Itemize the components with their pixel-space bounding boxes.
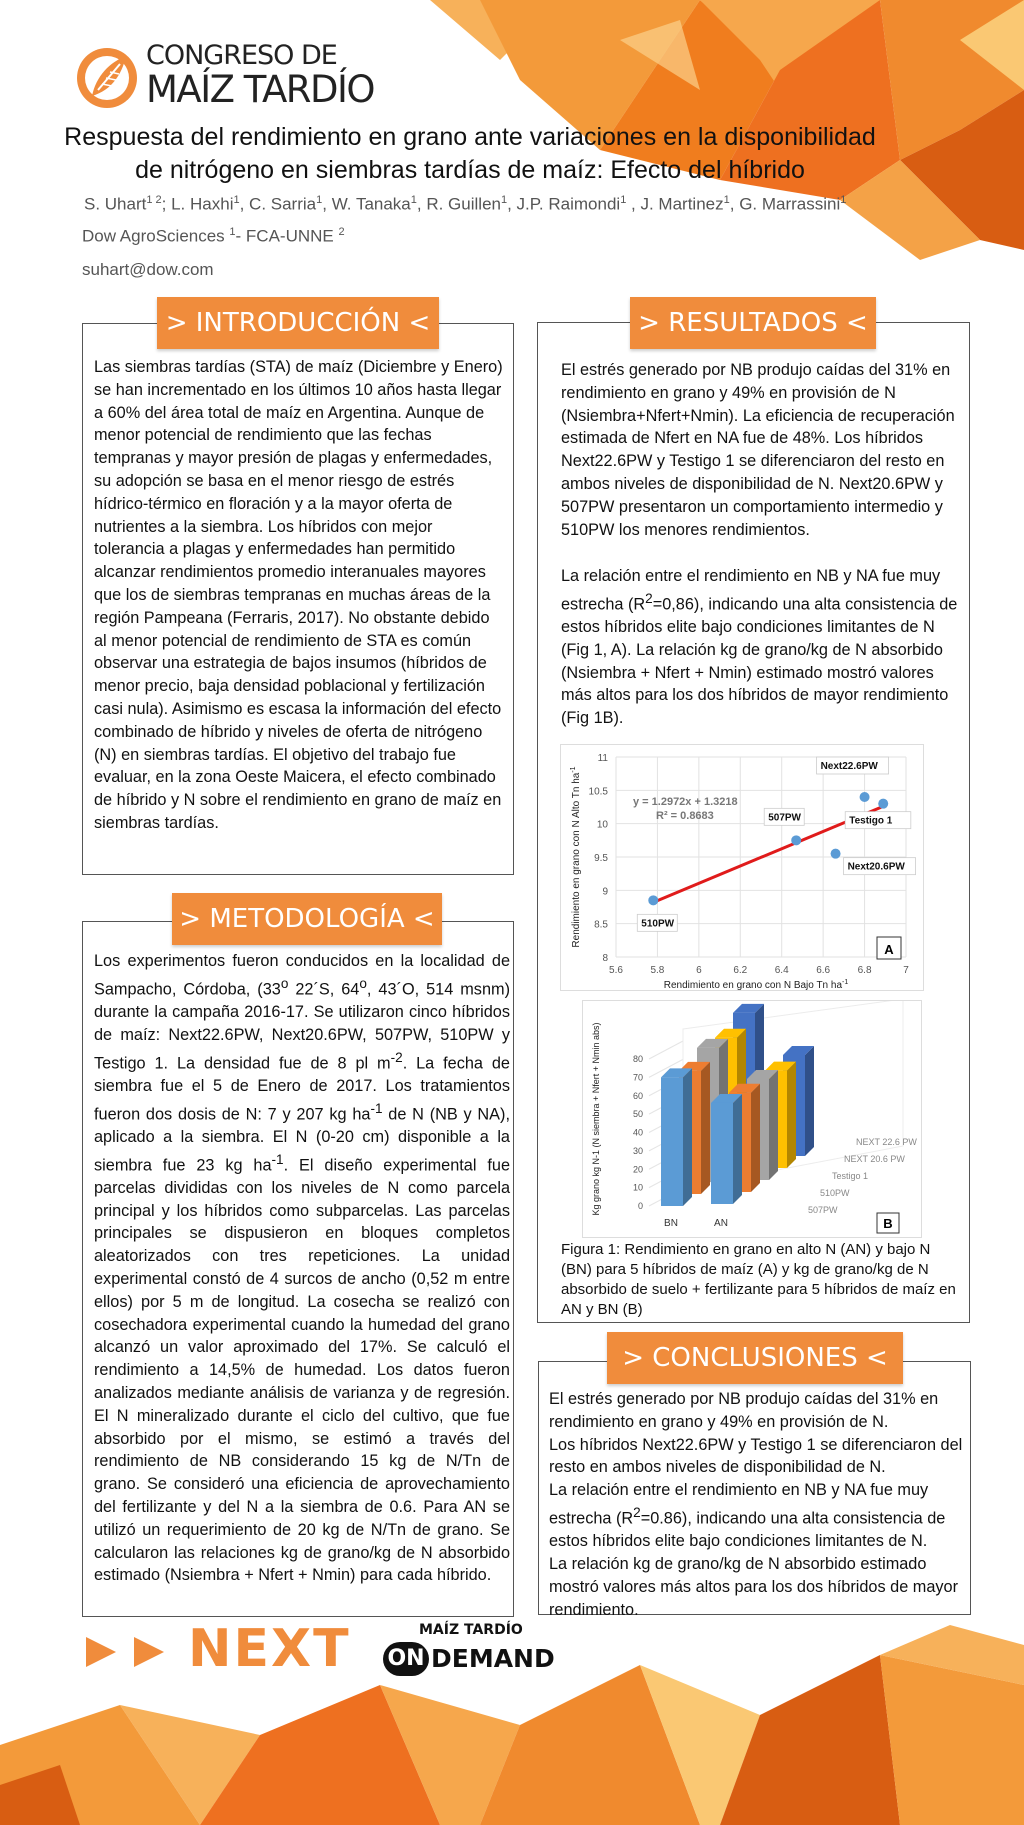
unit-sup: -1 (370, 1100, 383, 1116)
affiliation-sup: 1 (229, 226, 236, 238)
affiliation-text: - FCA-UNNE (235, 226, 339, 246)
chart-b-ylabel: Kg grano kg N-1 (N siembra + Nfert + Nmin abs) (591, 1022, 601, 1216)
bar-side (683, 1068, 692, 1206)
chart-b-bars (661, 1004, 814, 1206)
x-tick-label: 6.4 (774, 965, 789, 976)
y-tick-label: 11 (597, 753, 608, 764)
chart-a-ylabel: Rendimiento en grano con N Alto Tn $ha^{-1}$ (570, 766, 582, 948)
author-affil: 1 (410, 194, 417, 206)
y-tick-label: 20 (632, 1164, 643, 1175)
next-logo-text: NEXT (188, 1619, 351, 1679)
y-tick-label: 40 (632, 1127, 643, 1138)
resultados-paragraph-1: El estrés generado por NB produjo caídas del 31% en rendimiento en grano y 49% en provisión de N (Nsiembra+Nfert+Nmin). La eficiencia de recuperación estimada de Nfert en NA fue de 48%. Los híbridos Next22.6PW y Testigo 1 se diferenciaron del resto en ambos niveles de disponibilidad de N. Next20.6PW y 507PW presentaron un comportamiento intermedio y 510PW los menores rendimientos. (561, 361, 955, 539)
data-label: Next22.6PW (820, 761, 878, 772)
data-label: 510PW (641, 918, 675, 930)
chart-a-equation: y = 1.2972x + 1.3218 (633, 796, 738, 808)
unit-sup: -1 (271, 1151, 284, 1167)
next-logo (86, 1619, 366, 1685)
data-point (878, 799, 888, 809)
chart-a-xlabel: Rendimiento en grano con N Bajo Tn $ha^{-1}$ (663, 979, 849, 991)
conclusiones-heading: > CONCLUSIONES < (607, 1332, 903, 1384)
author-affil: 1 (316, 194, 323, 206)
x-tick-label: 6.6 (816, 965, 831, 976)
y-tick-label: 30 (632, 1145, 643, 1156)
author-name: S. Uhart (84, 194, 147, 214)
bar-side (701, 1062, 710, 1194)
y-tick-label: 10 (632, 1182, 643, 1193)
conclusion-item-1: El estrés generado por NB produjo caídas del 31% en rendimiento en grano y 49% en provisión de N. (549, 1390, 939, 1431)
y-tick-label: 70 (632, 1072, 643, 1083)
logo-line-2: MAÍZ TARDÍO (146, 68, 375, 111)
chart-b-cat-bn: BN (664, 1218, 678, 1229)
author-affil: 1 2 (146, 194, 162, 206)
unit-sup: -2 (390, 1049, 403, 1065)
y-tick-label: 0 (637, 1201, 643, 1211)
bar-side (733, 1094, 742, 1204)
data-point (648, 895, 658, 905)
author-name: , J. Martinez (626, 194, 724, 214)
metodologia-text: Los experimentos fueron conducidos en la localidad de Sampacho, Córdoba, (33 (94, 952, 510, 999)
introduccion-body: Las siembras tardías (STA) de maíz (Diciembre y Enero) se han incrementado en los últimos 10 años hasta llegar a 60% del área total de maíz en Argentina. Aunque de menor potencial de rendimiento que las fechas tempranas y mayor presión de plagas y enfermedades, su adopción se basa en el menor riesgo de estrés hídrico-térmico en floración y a la mayor oferta de nutrientes a la siembra. Los híbridos con mejor tolerancia a plagas y enfermedades han permitido alcanzar rendimientos promedio interanuales mayores que los de siembras tempranas en muchas áreas de la región Pampeana (Ferraris, 2017). No obstante debido al menor potencial de rendimiento de STA es común observar una estrategia de bajos insumos (híbridos de menor precio, baja densidad poblacional y fertilización casi nula). Asimismo es escasa la información del efecto combinado de híbrido y niveles de oferta de nitrógeno (N) en siembras tardías. El objetivo del trabajo fue evaluar, en la zona Oeste Maicera, el efecto combinado de híbrido y N sobre el rendimiento en grano de maíz en siembras tardías. (94, 358, 503, 832)
bar (661, 1077, 683, 1206)
author-affil: 1 (500, 194, 508, 206)
x-tick-label: 5.8 (650, 965, 665, 976)
scatter-chart-a (560, 744, 924, 991)
x-tick-label: 6.2 (733, 965, 748, 976)
affiliation-sup: 2 (338, 226, 345, 238)
chart-a-points (637, 757, 915, 931)
r2-sup: 2 (633, 1504, 641, 1520)
bar-side (769, 1070, 778, 1180)
author-name: , G. Marrassini (729, 194, 841, 214)
data-label: Testigo 1 (849, 815, 893, 827)
metodologia-text: de N (NB y NA), aplicado a la siembra. El N (0-20 cm) disponible a la siembra fue 23 kg ha (94, 1105, 510, 1175)
chart-b-ticks (633, 1054, 643, 1211)
bar (711, 1103, 733, 1204)
data-point (791, 835, 801, 845)
metodologia-body (94, 950, 510, 1587)
resultados-text: =0,86), indicando una alta consistencia de estos híbridos elite bajo condiciones limitantes de N (Fig 1, A). La relación kg de grano/kg de N absorbido (Nsiembra + Nfert + Nmin) estimado mostró valores más altos para los dos híbridos de mayor rendimiento (Fig 1B). (561, 595, 958, 728)
grid-line (649, 1041, 683, 1059)
x-tick-label: 6.8 (857, 965, 872, 976)
metodologia-text: . La fecha de siembra fue el 5 de Enero de 2017. Los tratamientos fueron dos dosis de N: 7 y 207 kg ha (94, 1054, 510, 1124)
author-affil: 1 (723, 194, 730, 206)
poster-title-line-1: Respuesta del rendimiento en grano ante variaciones en la disponibilidad (64, 123, 876, 151)
poster-title-line-2: de nitrógeno en siembras tardías de maíz: Efecto del híbrido (135, 156, 805, 184)
data-point (831, 849, 841, 859)
series-label: NEXT 22.6 PW (856, 1137, 917, 1147)
chart-a-panel-label: A (884, 942, 894, 957)
series-label: 510PW (820, 1188, 850, 1198)
corn-logo-icon (70, 40, 144, 114)
ondemand-on-badge: ON (383, 1642, 429, 1676)
bar-side (805, 1046, 814, 1156)
data-label: Next20.6PW (847, 861, 905, 873)
resultados-paragraph-2 (561, 565, 966, 730)
author-name: ; L. Haxhi (161, 194, 234, 214)
author-name: , R. Guillen (416, 194, 501, 214)
data-point (860, 792, 870, 802)
introduccion-heading: > INTRODUCCIÓN < (157, 297, 439, 349)
bar-chart-b (582, 1000, 922, 1238)
y-tick-label: 60 (632, 1090, 643, 1101)
y-tick-label: 50 (632, 1109, 643, 1120)
conclusion-text: =0.86), indicando una alta consistencia de estos híbridos elite bajo condiciones limitantes de N. (549, 1509, 946, 1551)
contact-email[interactable]: suhart@dow.com (82, 260, 214, 279)
y-tick-label: 8 (602, 953, 608, 964)
author-name: , W. Tanaka (322, 194, 411, 214)
x-tick-label: 7 (903, 965, 909, 976)
author-name: , J.P. Raimondi (507, 194, 621, 214)
chart-b-series-labels (808, 1137, 917, 1215)
conclusion-text: La relación entre el rendimiento en NB y NA fue muy estrecha (R (549, 1481, 929, 1528)
author-affil: 1 (233, 194, 240, 206)
y-tick-label: 80 (632, 1054, 643, 1064)
affiliation-text: Dow AgroSciences (82, 226, 230, 246)
series-label: Testigo 1 (832, 1171, 869, 1181)
conclusion-item-2: Los híbridos Next22.6PW y Testigo 1 se diferenciaron del resto en ambos niveles de disponibilidad de N. (549, 1435, 963, 1477)
series-label: 507PW (808, 1205, 838, 1215)
figure-caption: Figura 1: Rendimiento en grano en alto N (AN) y bajo N (BN) para 5 híbridos de maíz (A) y kg de grano/kg de N absorbido de suelo + fertilizante para 5 híbridos de maíz en AN y BN (B) (561, 1241, 956, 1318)
conclusion-item-4: La relación kg de grano/kg de N absorbido estimado mostró valores más altos para los dos híbridos de mayor rendimiento. (549, 1555, 959, 1619)
y-tick-label: 9 (602, 886, 608, 898)
y-tick-label: 9.5 (594, 853, 608, 864)
resultados-text: La relación entre el rendimiento en NB y NA fue muy estrecha (R (561, 567, 941, 614)
affiliation-line (82, 226, 345, 247)
authors-line (84, 194, 846, 215)
chart-a-r2: R² = 0.8683 (656, 810, 714, 822)
degree-sup: o (280, 975, 289, 991)
chart-b-panel-label: B (883, 1216, 893, 1231)
chart-b-cat-an: AN (714, 1218, 728, 1229)
data-label: 507PW (768, 812, 802, 824)
author-name: , C. Sarria (239, 194, 317, 214)
y-tick-label: 10.5 (588, 786, 608, 798)
conclusiones-body (549, 1388, 969, 1621)
bar-side (751, 1084, 760, 1192)
author-affil: 1 (840, 194, 847, 206)
ondemand-logo (383, 1622, 563, 1684)
logo-line-1: CONGRESO DE (146, 40, 337, 71)
conclusion-item-3 (549, 1479, 969, 1553)
double-play-arrow-icon (86, 1635, 166, 1669)
y-tick-label: 10 (596, 819, 608, 831)
metodologia-text: . El diseño experimental fue parcelas divididas con los niveles de N como parcela principal y los híbridos como subparcelas. Las parcelas principales se dispusieron en bloques completos aleatorizados con tres repeticiones. La unidad experimental constó de 4 surcos de ancho (0,52 m entre ellos) por 5 m de longitud. La cosecha se realizó con cosechadora experimental cuando la humedad del grano alcanzó un valor aproximado del 17%. Se calculó el rendimiento a 14,5% de humedad. Los datos fueron analizados mediante análisis de varianza y de regresión. El N mineralizado durante el ciclo del cultivo, que fue absorbido por el mismo, se estimó a través del rendimiento de NB considerando 15 kg de N/Tn de grano. Se consideró una eficiencia de aprovechamiento del fertilizante y del N a la siembra de 0.6. Para AN se utilizó un requerimiento de 20 kg de N/Tn de grano. Se calcularon las relaciones kg de grano/kg de N absorbido estimado (Nsiembra + Nfert + Nmin) para cada híbrido. (94, 1156, 510, 1585)
congreso-logo (70, 38, 375, 118)
author-affil: 1 (620, 194, 627, 206)
metodologia-heading: > METODOLOGÍA < (172, 893, 442, 945)
bar-side (787, 1062, 796, 1168)
series-label: NEXT 20.6 PW (844, 1154, 905, 1164)
metodologia-text: 22´S, 64 (288, 980, 360, 999)
r2-sup: 2 (645, 590, 653, 606)
degree-sup: o (359, 975, 367, 991)
metodologia-text: , 43´O, 514 msnm) durante la campaña 2016-17. Se utilizaron cinco híbridos de maíz: Next22.6PW, Next20.6PW, 507PW, 510PW y Testigo 1. La densidad fue de 8 pl m (94, 980, 510, 1073)
ondemand-top-text: MAÍZ TARDÍO (419, 1622, 523, 1638)
resultados-heading: > RESULTADOS < (630, 297, 876, 349)
x-tick-label: 5.6 (609, 965, 623, 976)
x-tick-label: 6 (696, 965, 702, 976)
y-tick-label: 8.5 (594, 919, 608, 931)
ondemand-demand-text: DEMAND (431, 1644, 555, 1673)
